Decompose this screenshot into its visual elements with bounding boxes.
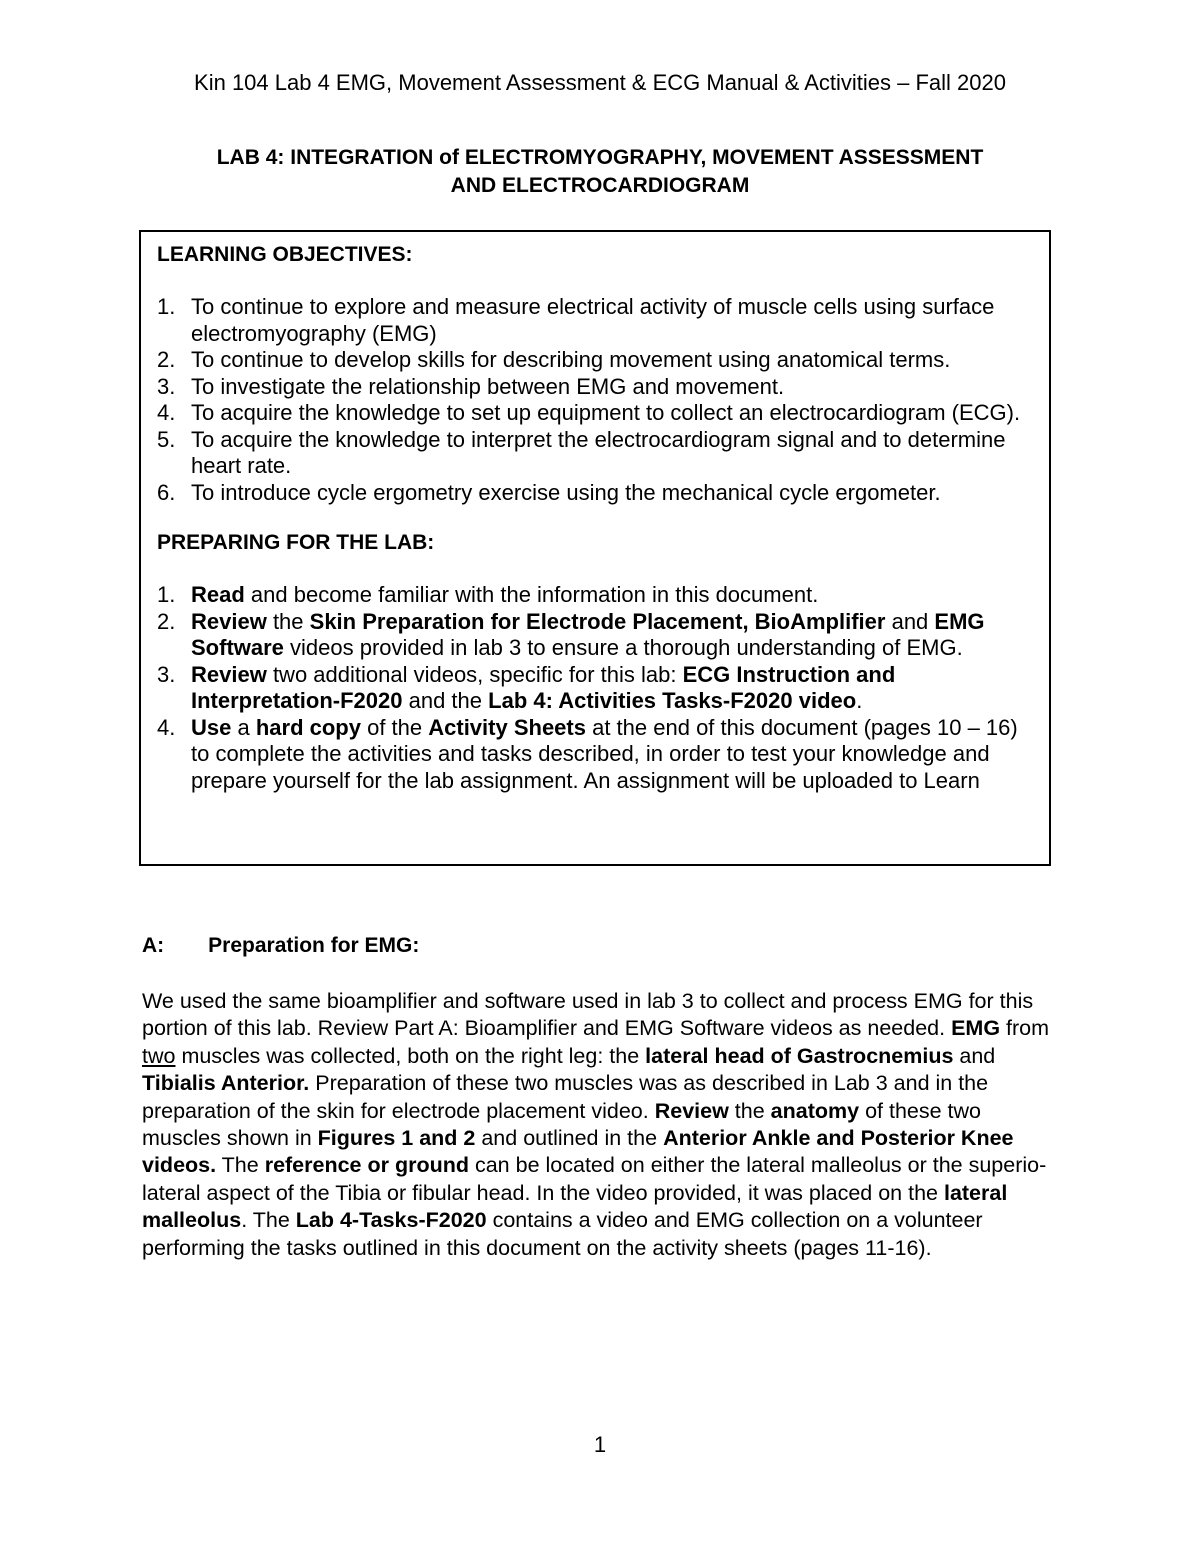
document-title bbox=[0, 144, 1200, 200]
body-paragraph bbox=[142, 988, 1062, 1262]
para-bold: lateral malleolus bbox=[142, 1180, 1008, 1233]
objective-item bbox=[157, 294, 1033, 347]
preparing-item-4 bbox=[157, 715, 1033, 795]
objective-number: 6. bbox=[157, 479, 176, 505]
bold-review: Review bbox=[191, 608, 267, 634]
preparing-text: and the bbox=[402, 688, 489, 713]
preparing-number: 1. bbox=[157, 582, 176, 607]
para-text: of these two muscles shown in bbox=[142, 1098, 981, 1151]
objective-number: 5. bbox=[157, 426, 176, 452]
preparing-number: 2. bbox=[157, 608, 176, 634]
bold-use: Use bbox=[191, 714, 232, 740]
objective-number: 3. bbox=[157, 373, 176, 399]
objective-item bbox=[157, 400, 1033, 427]
preparing-text: at the end of this document (pages 10 – 16) to complete the activities and tasks described, in order to test your knowledge and prepare yourself for the lab assignment. An assignment will be uploaded to Learn bbox=[191, 714, 1018, 793]
para-bold: anatomy bbox=[770, 1098, 860, 1123]
page-header: Kin 104 Lab 4 EMG, Movement Assessment & ECG Manual & Activities – Fall 2020 bbox=[194, 70, 1006, 95]
bold-read: Read bbox=[191, 582, 245, 607]
preparing-number: 3. bbox=[157, 661, 176, 687]
preparing-text: a bbox=[231, 714, 256, 740]
para-text: and outlined in the bbox=[475, 1126, 664, 1151]
para-bold: Lab 4-Tasks-F2020 bbox=[295, 1208, 487, 1233]
para-bold: Figures 1 and 2 bbox=[317, 1126, 476, 1151]
para-bold: lateral head of Gastrocnemius bbox=[645, 1043, 954, 1068]
para-text: muscles was collected, both on the right leg: the bbox=[175, 1043, 646, 1068]
para-bold: Review bbox=[654, 1098, 729, 1123]
learning-objectives-list bbox=[157, 294, 1033, 506]
objectives-box bbox=[139, 230, 1051, 866]
para-text: Preparation of these two muscles was as described in Lab 3 and in the preparation of the skin for electrode placement video. bbox=[142, 1071, 989, 1123]
page-number: 1 bbox=[593, 1432, 607, 1457]
objective-item bbox=[157, 480, 1033, 507]
para-underline: two bbox=[142, 1043, 176, 1068]
preparing-text: . bbox=[856, 688, 863, 713]
section-label: A: bbox=[142, 934, 165, 957]
bold-video-names: Skin Preparation for Electrode Placement, BioAmplifier bbox=[309, 608, 886, 634]
para-text: . The bbox=[241, 1208, 296, 1233]
para-text: The bbox=[216, 1153, 265, 1178]
section-title: Preparation for EMG: bbox=[208, 934, 420, 957]
bold-ecg-video: ECG Instruction and Interpretation-F2020 bbox=[191, 661, 896, 713]
bold-hard-copy: hard copy bbox=[255, 714, 361, 740]
para-bold: reference or ground bbox=[264, 1153, 469, 1178]
objective-number: 1. bbox=[157, 294, 176, 319]
para-text: from bbox=[1000, 1016, 1050, 1041]
para-bold: EMG bbox=[951, 1016, 1001, 1041]
preparing-list bbox=[157, 582, 1033, 794]
preparing-item-3 bbox=[157, 662, 1033, 715]
title-line-2: AND ELECTROCARDIOGRAM bbox=[450, 174, 750, 197]
objective-item bbox=[157, 374, 1033, 401]
preparing-text: and become familiar with the information in this document. bbox=[244, 582, 819, 607]
bold-activity-sheets: Activity Sheets bbox=[428, 714, 586, 740]
preparing-number: 4. bbox=[157, 714, 176, 740]
objective-text: To acquire the knowledge to set up equipment to collect an electrocardiogram (ECG). bbox=[191, 400, 1021, 425]
objective-text: To continue to develop skills for describing movement using anatomical terms. bbox=[191, 347, 951, 372]
para-text: can be located on either the lateral malleolus or the superio-lateral aspect of the Tibia or fibular head. In the video provided, it was placed on the bbox=[142, 1153, 1047, 1205]
objective-item bbox=[157, 347, 1033, 374]
learning-objectives-heading: LEARNING OBJECTIVES: bbox=[157, 243, 413, 266]
objective-number: 2. bbox=[157, 347, 176, 372]
para-bold: Anterior Ankle and Posterior Knee videos. bbox=[142, 1126, 1014, 1178]
objective-text: To introduce cycle ergometry exercise using the mechanical cycle ergometer. bbox=[191, 479, 941, 505]
title-line-1: LAB 4: INTEGRATION of ELECTROMYOGRAPHY, MOVEMENT ASSESSMENT bbox=[216, 146, 984, 169]
para-text: contains a video and EMG collection on a volunteer performing the tasks outlined in this document on the activity sheets (pages 11-16). bbox=[142, 1208, 983, 1260]
para-text: We used the same bioamplifier and software used in lab 3 to collect and process EMG for this portion of this lab. Review Part A: Bioamplifier and EMG Software videos as needed. bbox=[142, 989, 1034, 1041]
objective-item bbox=[157, 427, 1033, 480]
bold-tasks-video: Lab 4: Activities Tasks-F2020 video bbox=[488, 688, 857, 713]
objective-text: To acquire the knowledge to interpret the electrocardiogram signal and to determine heart rate. bbox=[191, 426, 1006, 478]
preparing-text: videos provided in lab 3 to ensure a thorough understanding of EMG. bbox=[283, 635, 963, 660]
preparing-heading: PREPARING FOR THE LAB: bbox=[157, 531, 435, 554]
para-text: the bbox=[728, 1098, 771, 1123]
objective-text: To continue to explore and measure electrical activity of muscle cells using surface electromyography (EMG) bbox=[191, 294, 995, 346]
preparing-text: the bbox=[266, 608, 310, 634]
preparing-item-1 bbox=[157, 582, 1033, 609]
para-bold: Tibialis Anterior. bbox=[142, 1071, 310, 1096]
objective-number: 4. bbox=[157, 400, 176, 425]
para-text: and bbox=[953, 1043, 996, 1068]
bold-review: Review bbox=[191, 661, 267, 687]
section-a-heading bbox=[142, 934, 419, 958]
preparing-text: and bbox=[885, 608, 935, 634]
objective-text: To investigate the relationship between EMG and movement. bbox=[191, 373, 785, 399]
preparing-text: two additional videos, specific for this lab: bbox=[266, 661, 683, 687]
preparing-item-2 bbox=[157, 609, 1033, 662]
bold-emg-software: EMG Software bbox=[191, 608, 985, 660]
preparing-text: of the bbox=[360, 714, 429, 740]
